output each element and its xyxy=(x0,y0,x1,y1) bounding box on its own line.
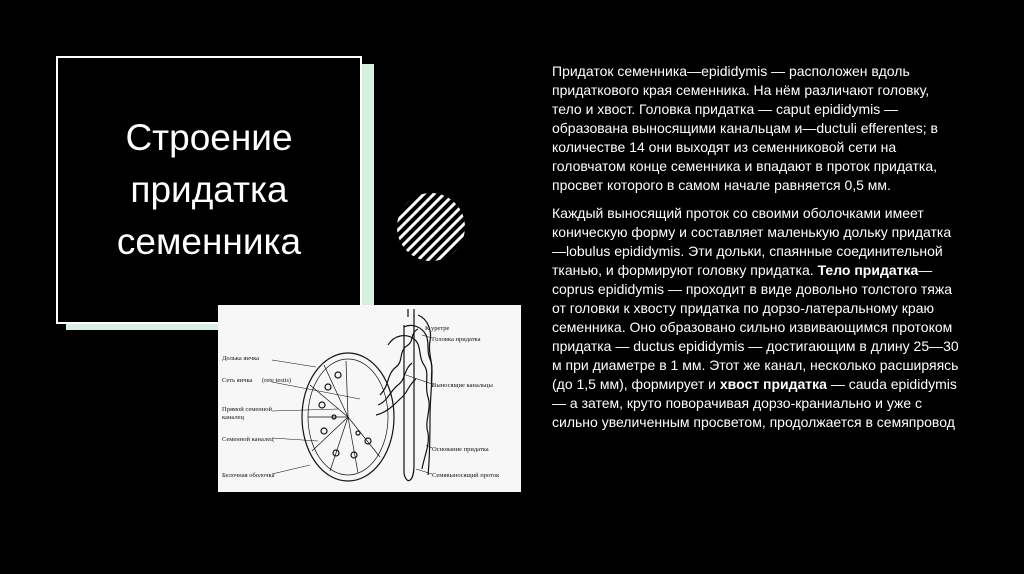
label-rete: Сеть яичка xyxy=(222,377,253,384)
label-rete-latin: (rete testis) xyxy=(262,377,292,384)
label-seminiferous: Семенной каналец xyxy=(222,436,274,443)
paragraph-2-part-e: — cauda epididymis — а затем, круто поворачивая дорзо-краниально и уже с сильно увеличенным просветом, продолжается в семяпровод xyxy=(552,376,957,430)
label-tunica: Белочная оболочка xyxy=(222,472,275,479)
diagram-drawing xyxy=(218,305,521,492)
label-to-urethra: К уретре xyxy=(425,325,450,332)
label-head: Головка придатка xyxy=(432,336,481,343)
paragraph-2 xyxy=(552,204,962,432)
title-line-1: Строение xyxy=(125,117,293,158)
hatched-circle-icon xyxy=(396,192,466,262)
label-straight-1: Прямой семенной xyxy=(222,406,272,413)
term-tail: хвост придатка xyxy=(719,376,827,392)
paragraph-1: Придаток семенника—epididymis — расположен вдоль придаткового края семенника. На нём различают головку, тело и хвост. Головка придатка — caput epididymis — образована выносящими канальцам и—ductuli efferentes; в количестве 14 они выходят из семенниковой сети на головчатом конце семенника и впадают в проток придатка, просвет которого в самом начале равняется 0,5 мм. xyxy=(552,63,938,193)
term-body: Тело придатка xyxy=(817,262,919,278)
title-box xyxy=(56,56,362,324)
epididymis-diagram xyxy=(218,305,521,492)
title-line-2: придатка xyxy=(130,169,288,210)
label-straight-2: каналец xyxy=(222,414,244,421)
paragraph-2-part-c: — coprus epididymis — проходит в виде довольно толстого тяжа от головки к хвосту придатка по дорзо-латеральному краю семенника. Оно образовано сильно извивающимся протоком придатка — ductus epididymis — достигающим в длину 25—30 м при диаметре в 1 мм. Этот же канал, несколько расширяясь (до 1,5 мм), формирует и xyxy=(552,262,959,392)
label-efferent: Выносящие канальцы xyxy=(432,382,493,389)
label-vas: Семявыносящий проток xyxy=(432,472,500,479)
label-base: Основание придатка xyxy=(432,446,489,453)
paragraph-2-part-a: Каждый выносящий проток со своими оболочками имеет коническую форму и составляет маленькую дольку придатка—lobulus epididymis. Эти дольки, спаянные соединительной тканью, и формируют головку придатка. xyxy=(552,205,952,278)
label-lobule: Долька яичка xyxy=(222,355,260,362)
title-line-3: семенника xyxy=(116,221,302,262)
body-text xyxy=(552,62,962,441)
